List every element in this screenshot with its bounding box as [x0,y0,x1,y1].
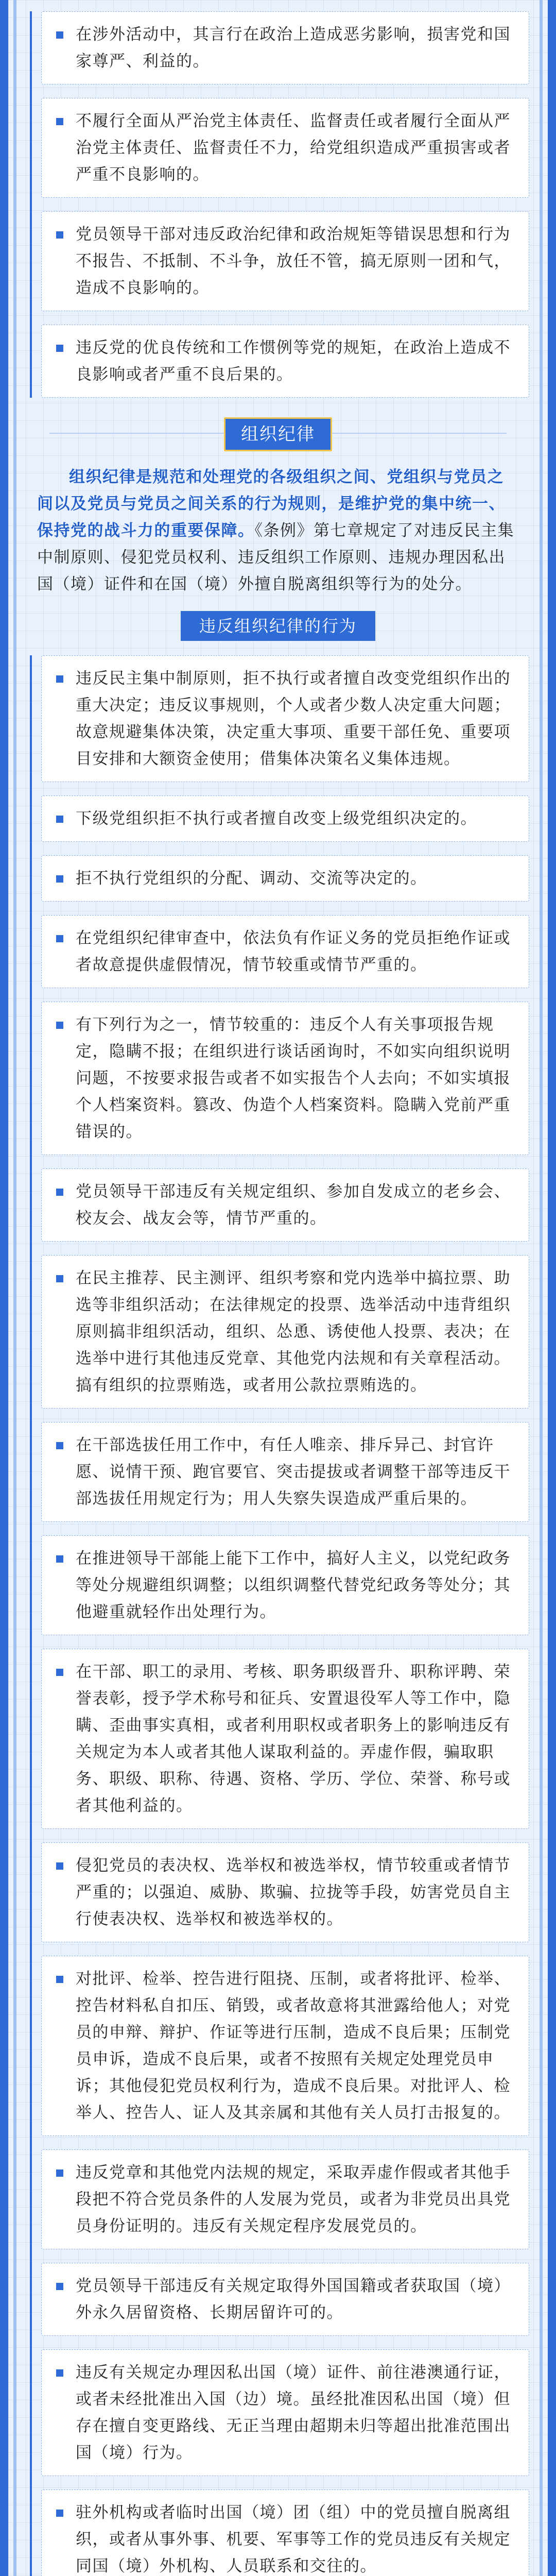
item-text: 党员领导干部违反有关规定组织、参加自发成立的老乡会、校友会、战友会等，情节严重的。 [76,1182,511,1228]
list-item [41,98,529,198]
list-item [41,1422,529,1522]
item-text: 违反有关规定办理因私出国（境）证件、前往港澳通行证，或者未经批准出入国（边）境。虽经批准因私出国（境）但存在擅自变更路线、无正当理由超期未归等超出批准范围出国（境）行为。 [76,2363,511,2462]
square-bullet-icon [56,2510,63,2517]
item-text: 党员领导干部对违反政治纪律和政治规矩等错误思想和行为不报告、不抵制、不斗争，放任不管，搞无原则一团和气，造成不良影响的。 [76,225,511,297]
top-list [30,11,541,398]
item-text: 有下列行为之一，情节较重的：违反个人有关事项报告规定，隐瞒不报；在组织进行谈话函询时，不如实向组织说明问题，不按要求报告或者不如实报告个人去向；不如实填报个人档案资料。篡改、伪造个人档案资料。隐瞒入党前严重错误的。 [76,1015,511,1141]
square-bullet-icon [56,1862,63,1870]
square-bullet-icon [56,231,63,239]
square-bullet-icon [56,1189,63,1196]
square-bullet-icon [56,875,63,883]
section-header [8,417,548,451]
square-bullet-icon [56,935,63,942]
item-text: 在干部、职工的录用、考核、职务职级晋升、职称评聘、荣誉表彰，授予学术称号和征兵、安置退役军人等工作中，隐瞒、歪曲事实真相，或者利用职权或者职务上的影响违反有关规定为本人或者其他人谋取利益的。弄虚作假，骗取职务、职级、职称、待遇、资格、学历、学位、荣誉、称号或者其他利益的。 [76,1663,511,1815]
list-item [41,11,529,84]
list-item [41,2149,529,2249]
square-bullet-icon [56,816,63,823]
subsection-title: 违反组织纪律的行为 [181,611,375,641]
square-bullet-icon [56,2283,63,2290]
square-bullet-icon [56,1555,63,1563]
list-item [41,655,529,782]
square-bullet-icon [56,31,63,39]
list-item [41,2489,529,2576]
item-text: 驻外机构或者临时出国（境）团（组）中的党员擅自脱离组织，或者从事外事、机要、军事等工作的党员违反有关规定同国（境）外机构、人员联系和交往的。 [76,2503,511,2575]
list-item [41,1002,529,1155]
list-item [41,1956,529,2136]
item-text: 违反党的优良传统和工作惯例等党的规矩，在政治上造成不良影响或者严重不良后果的。 [76,338,511,384]
list-item [41,1535,529,1635]
item-text: 在党组织纪律审查中，依法负有作证义务的党员拒绝作证或者故意提供虚假情况，情节较重或情节严重的。 [76,929,511,974]
square-bullet-icon [56,1275,63,1282]
violation-list [30,655,541,2576]
item-text: 党员领导干部违反有关规定取得外国国籍或者获取国（境）外永久居留资格、长期居留许可的。 [76,2277,511,2322]
item-text: 对批评、检举、控告进行阻挠、压制，或者将批评、检举、控告材料私自扣压、销毁，或者故意将其泄露给他人；对党员的申辩、辩护、作证等进行压制，造成不良后果；压制党员申诉，造成不良后果，或者不按照有关规定处理党员申诉；其他侵犯党员权利行为，造成不良后果。对批评人、检举人、控告人、证人及其亲属和其他有关人员打击报复的。 [76,1970,511,2122]
item-text: 下级党组织拒不执行或者擅自改变上级党组织决定的。 [76,809,477,828]
list-item [41,855,529,902]
list-item [41,2263,529,2336]
square-bullet-icon [56,345,63,352]
item-text: 违反党章和其他党内法规的规定，采取弄虚作假或者其他手段把不符合党员条件的人发展为党员，或者为非党员出具党员身份证明的。违反有关规定程序发展党员的。 [76,2163,511,2235]
list-item [41,1255,529,1409]
list-item [41,211,529,311]
left-decor-stripe [13,0,16,2576]
list-item [41,2349,529,2476]
item-text: 在干部选拔任用工作中，有任人唯亲、排斥异己、封官许愿、说情干预、跑官要官、突击提拔或者调整干部等违反干部选拔任用规定行为；用人失察失误造成严重后果的。 [76,1436,511,1508]
section-title: 组织纪律 [224,417,332,451]
square-bullet-icon [56,118,63,125]
item-text: 在推进领导干部能上能下工作中，搞好人主义，以党纪政务等处分规避组织调整；以组织调整代替党纪政务等处分；其他避重就轻作出处理行为。 [76,1549,511,1621]
item-text: 在涉外活动中，其言行在政治上造成恶劣影响，损害党和国家尊严、利益的。 [76,25,511,71]
list-item [41,915,529,988]
item-text: 侵犯党员的表决权、选举权和被选举权，情节较重或者情节严重的；以强迫、威胁、欺骗、拉拢等手段，妨害党员自主行使表决权、选举权和被选举权的。 [76,1856,511,1928]
list-item [41,1168,529,1242]
intro-rest: 《条例》第七章规定了对违反民主集中制原则、侵犯党员权利、违反组织工作原则、违规办理因私出国（境）证件和在国（境）外擅自脱离组织等行为的处分。 [37,521,514,594]
list-item [41,1842,529,1942]
intro-highlight: 组织纪律是规范和处理党的各级组织之间、党组织与党员之间以及党员与党员之间关系的行为规则，是维护党的集中统一、保持党的战斗力的重要保障。 [37,468,506,540]
subsection-header [8,611,548,641]
item-text: 不履行全面从严治党主体责任、监督责任或者履行全面从严治党主体责任、监督责任不力，给党组织造成严重损害或者严重不良影响的。 [76,112,511,184]
square-bullet-icon [56,2369,63,2377]
square-bullet-icon [56,1442,63,1449]
item-text: 违反民主集中制原则，拒不执行或者擅自改变党组织作出的重大决定；违反议事规则，个人或者少数人决定重大问题；故意规避集体决策，决定重大事项、重要干部任免、重要项目安排和大额资金使用；借集体决策名义集体违规。 [76,669,511,768]
square-bullet-icon [56,675,63,683]
list-item [41,1649,529,1829]
item-text: 在民主推荐、民主测评、组织考察和党内选举中搞拉票、助选等非组织活动；在法律规定的投票、选举活动中违背组织原则搞非组织活动，组织、怂恿、诱使他人投票、表决；在选举中进行其他违反党章、其他党内法规和有关章程活动。搞有组织的拉票贿选，或者用公款拉票贿选的。 [76,1269,511,1395]
list-item [41,325,529,398]
square-bullet-icon [56,1669,63,1676]
list-item [41,795,529,842]
square-bullet-icon [56,2170,63,2177]
item-text: 拒不执行党组织的分配、调动、交流等决定的。 [76,869,427,888]
square-bullet-icon [56,1976,63,1983]
section-intro [37,464,519,598]
square-bullet-icon [56,1022,63,1029]
